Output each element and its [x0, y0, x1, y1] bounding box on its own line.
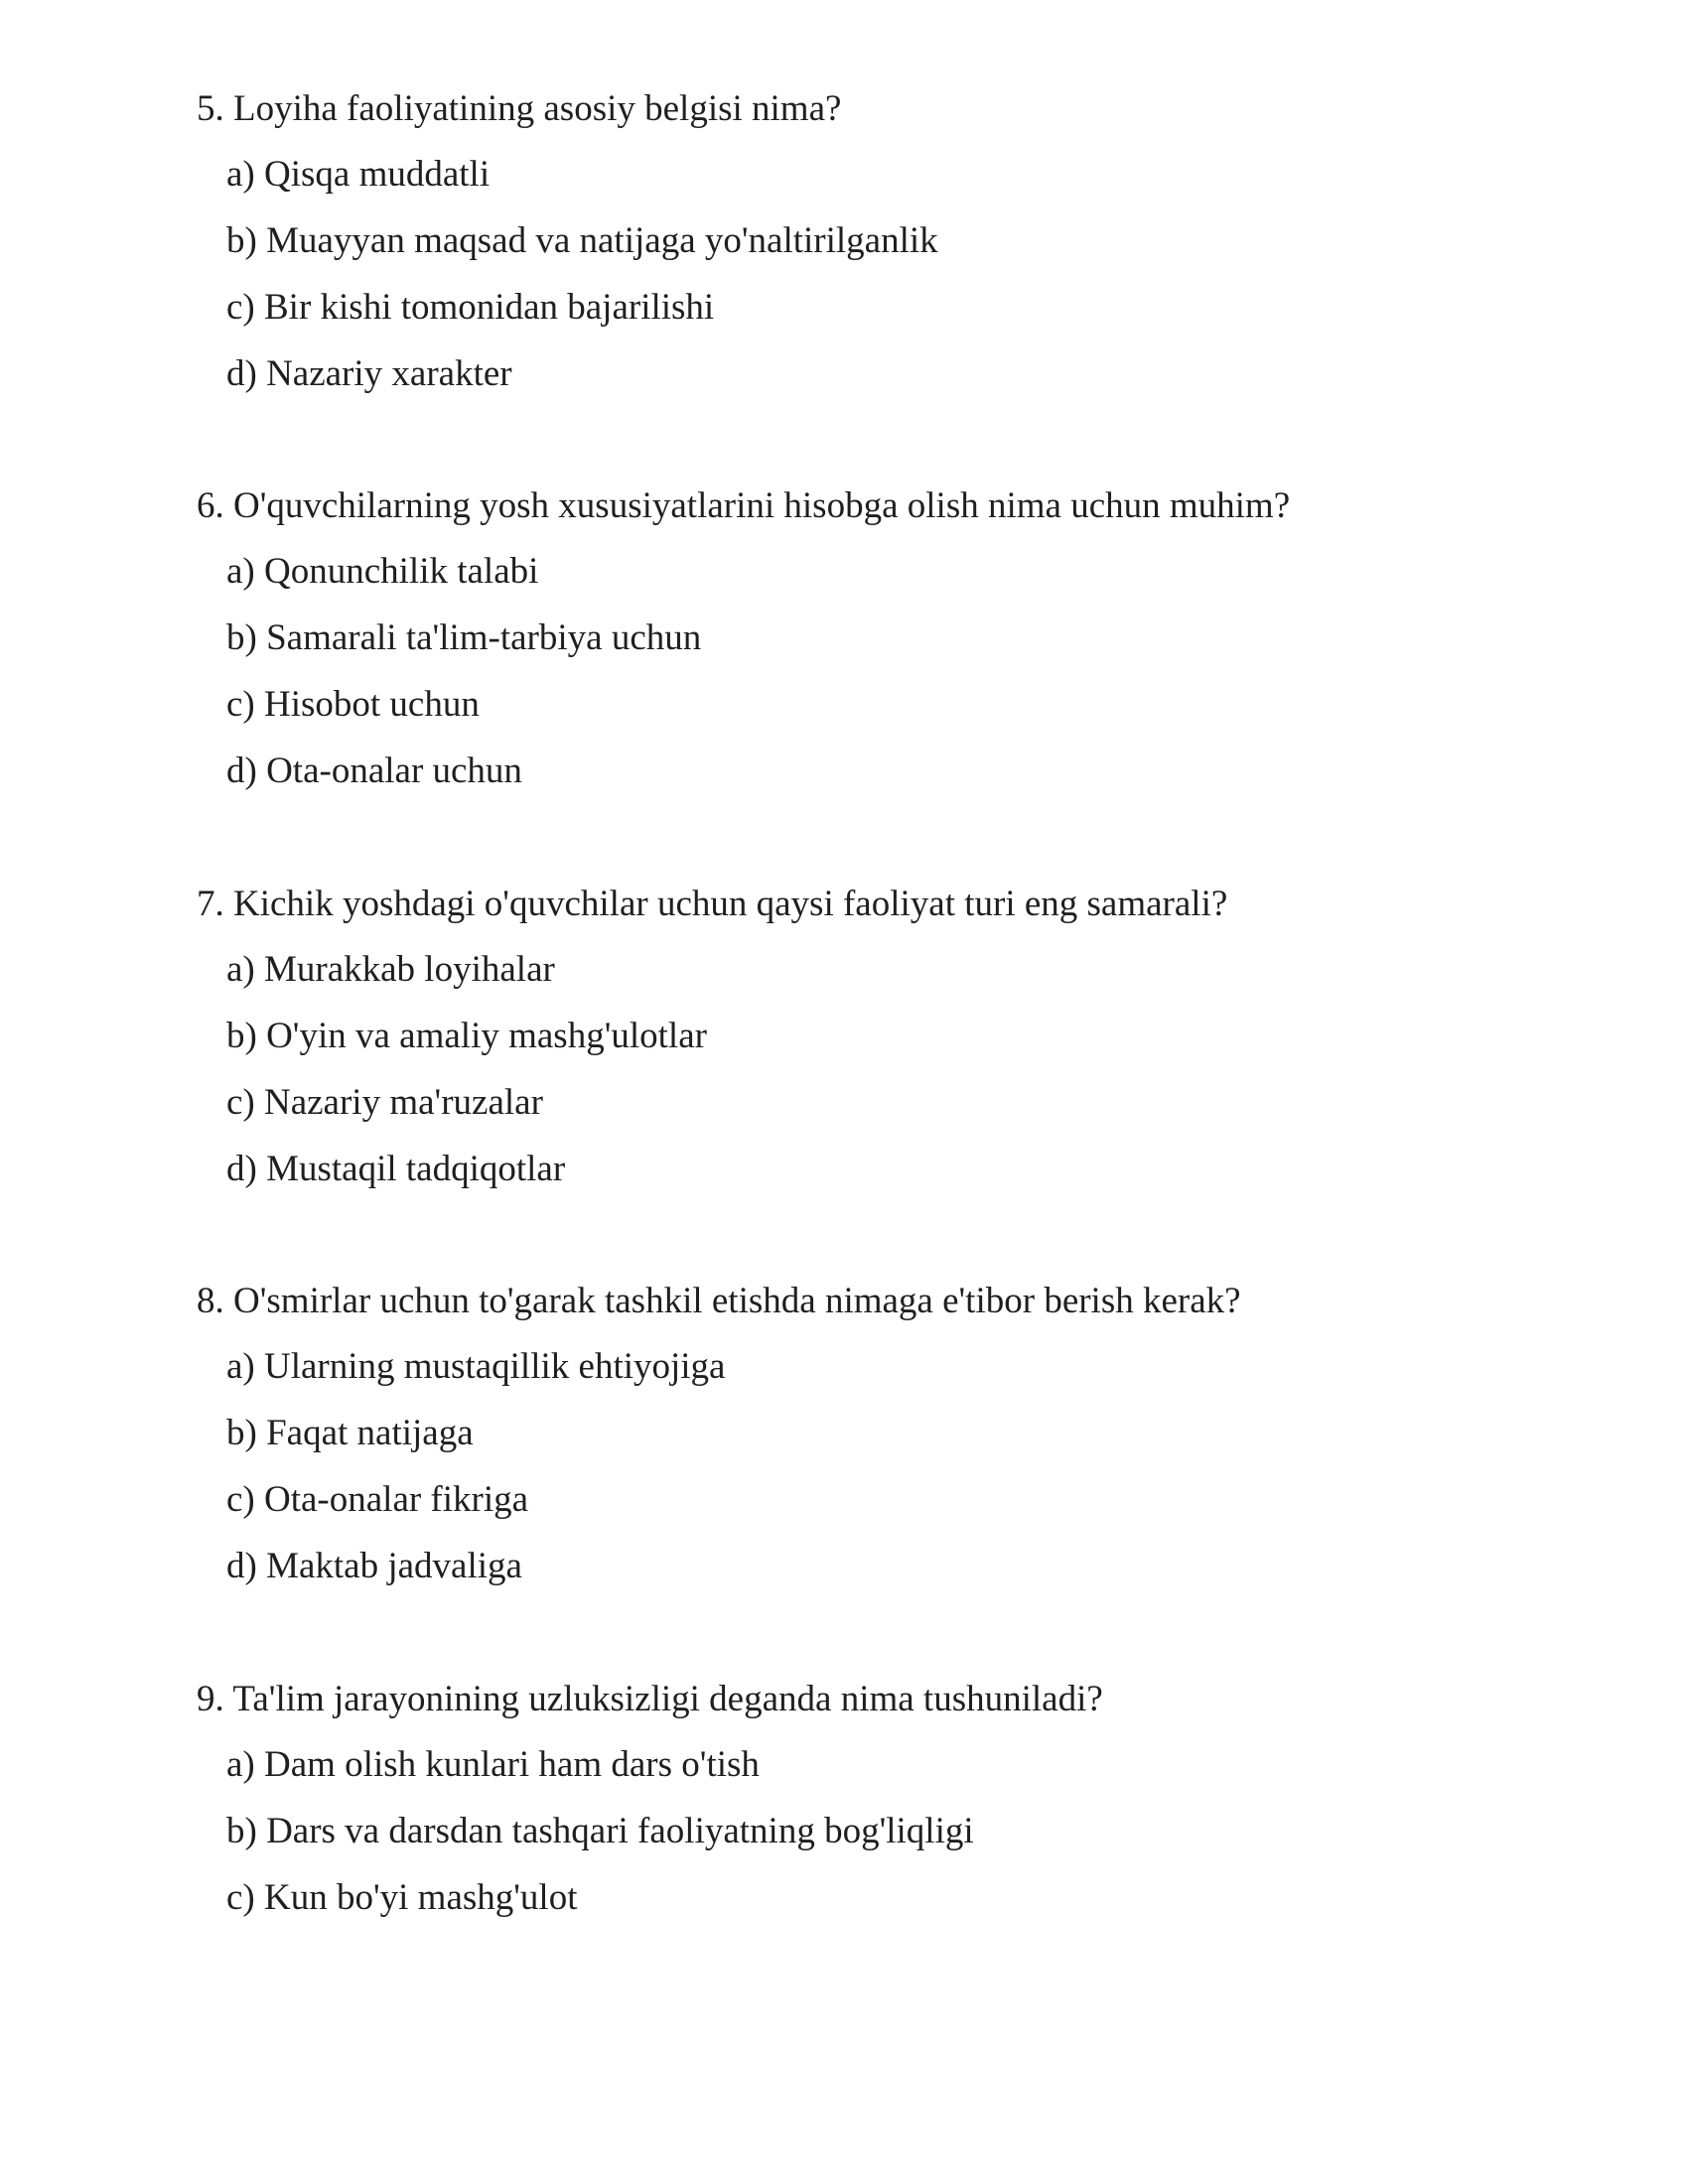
- question-text: 6. O'quvchilarning yosh xususiyatlarini hisobga olish nima uchun muhim?: [197, 485, 1291, 526]
- answer-options: [197, 948, 1607, 1191]
- question-5: [197, 87, 1607, 419]
- answer-options: [197, 1345, 1607, 1588]
- answer-options: [197, 550, 1607, 793]
- option-a: a) Dam olish kunlari ham dars o'tish: [226, 1744, 760, 1785]
- option-b: b) Samarali ta'lim-tarbiya uchun: [226, 617, 702, 658]
- option-c: c) Ota-onalar fikriga: [226, 1479, 529, 1520]
- question-text: 9. Ta'lim jarayonining uzluksizligi deganda nima tushuniladi?: [197, 1679, 1103, 1719]
- question-text: 7. Kichik yoshdagi o'quvchilar uchun qaysi faoliyat turi eng samarali?: [197, 884, 1228, 924]
- question-text: 8. O'smirlar uchun to'garak tashkil etishda nimaga e'tibor berish kerak?: [197, 1281, 1241, 1321]
- option-a: a) Ularning mustaqillik ehtiyojiga: [226, 1346, 726, 1387]
- option-d: d) Ota-onalar uchun: [226, 751, 522, 791]
- question-7: [197, 883, 1607, 1214]
- option-d: d) Nazariy xarakter: [226, 353, 512, 394]
- option-c: c) Nazariy ma'ruzalar: [226, 1082, 543, 1123]
- option-b: b) Muayyan maqsad va natijaga yo'naltirilganlik: [226, 220, 938, 261]
- question-text: 5. Loyiha faoliyatining asosiy belgisi nima?: [197, 88, 842, 129]
- option-c: c) Kun bo'yi mashg'ulot: [226, 1877, 578, 1918]
- option-a: a) Qisqa muddatli: [226, 154, 491, 195]
- option-b: b) O'yin va amaliy mashg'ulotlar: [226, 1016, 707, 1056]
- option-b: b) Dars va darsdan tashqari faoliyatning bog'liqligi: [226, 1811, 974, 1851]
- option-b: b) Faqat natijaga: [226, 1413, 474, 1453]
- question-9: [197, 1678, 1607, 1943]
- option-a: a) Murakkab loyihalar: [226, 949, 555, 990]
- answer-options: [197, 153, 1607, 396]
- question-8: [197, 1280, 1607, 1611]
- option-c: c) Hisobot uchun: [226, 684, 480, 725]
- question-6: [197, 484, 1607, 816]
- option-d: d) Mustaqil tadqiqotlar: [226, 1149, 566, 1189]
- option-d: d) Maktab jadvaliga: [226, 1546, 522, 1586]
- answer-options: [197, 1743, 1607, 1920]
- option-c: c) Bir kishi tomonidan bajarilishi: [226, 287, 715, 328]
- option-a: a) Qonunchilik talabi: [226, 551, 539, 592]
